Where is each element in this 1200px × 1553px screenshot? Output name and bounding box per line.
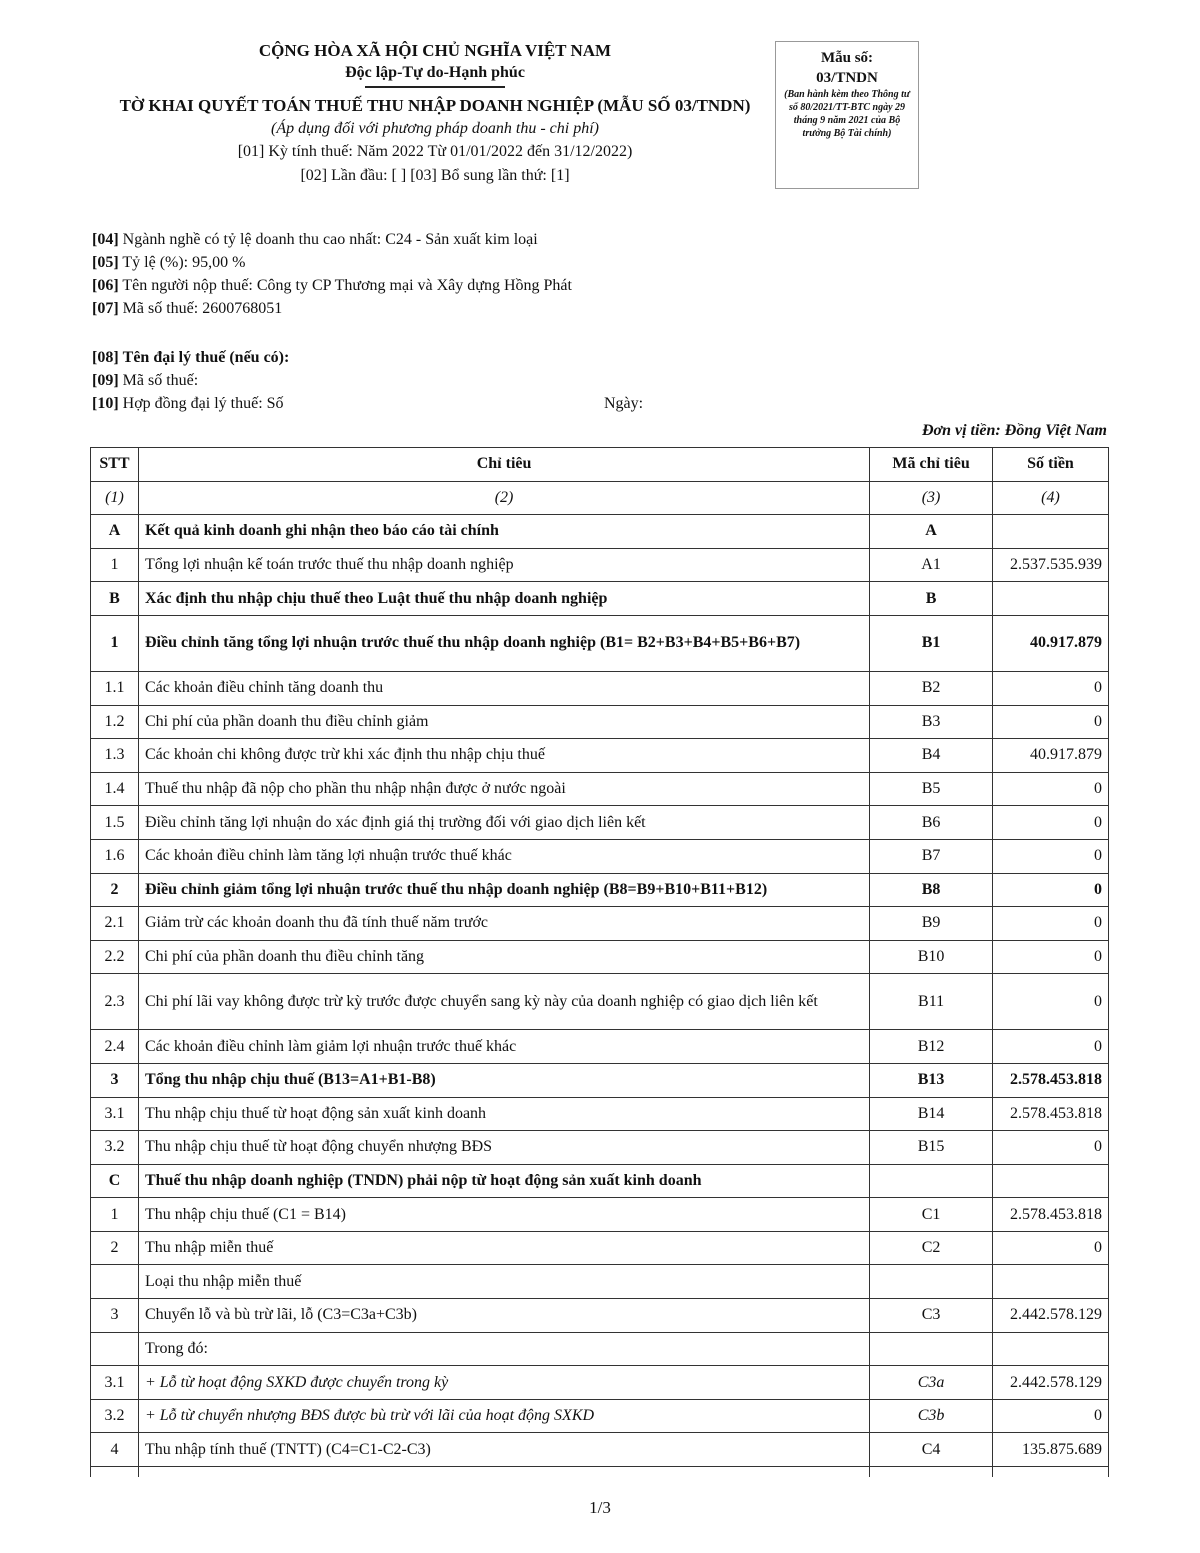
table-row: [91, 1332, 1109, 1366]
row-amount: 40.917.879: [992, 615, 1108, 671]
table-row: [91, 1198, 1109, 1232]
col-number-3: (3): [870, 481, 993, 515]
row-item-name: Điều chỉnh giảm tổng lợi nhuận trước thuế thu nhập doanh nghiệp (B8=B9+B10+B11+B12): [138, 873, 869, 907]
row-stt: 3.2: [91, 1131, 139, 1165]
table-row: [91, 839, 1109, 873]
table-row: [91, 873, 1109, 907]
row-code: B6: [870, 806, 993, 840]
currency-unit: Đơn vị tiền: Đồng Việt Nam: [921, 422, 1107, 439]
row-amount: 0: [992, 1231, 1108, 1265]
row-stt: 3.1: [91, 1366, 139, 1400]
row-code: C4: [870, 1433, 993, 1467]
row-item-name: Các khoản điều chỉnh tăng doanh thu: [138, 671, 869, 705]
continuation-cell: [138, 1467, 869, 1477]
table-row: [91, 772, 1109, 806]
row-stt: 1.6: [91, 839, 139, 873]
row-code: B12: [870, 1030, 993, 1064]
row-amount: [992, 1265, 1108, 1299]
table-row: [91, 615, 1109, 671]
national-title: CỘNG HÒA XÃ HỘI CHỦ NGHĨA VIỆT NAM: [258, 41, 612, 60]
row-amount: 0: [992, 1030, 1108, 1064]
row-amount: 2.578.453.818: [992, 1097, 1108, 1131]
row-item-name: Thuế thu nhập doanh nghiệp (TNDN) phải nộp từ hoạt động sản xuất kinh doanh: [138, 1164, 869, 1198]
national-motto: Độc lập-Tự do-Hạnh phúc: [345, 64, 525, 81]
row-item-name: Loại thu nhập miễn thuế: [138, 1265, 869, 1299]
row-amount: 2.442.578.129: [992, 1299, 1108, 1333]
row-item-name: Chuyển lỗ và bù trừ lãi, lỗ (C3=C3a+C3b): [138, 1299, 869, 1333]
col-number-1: (1): [91, 481, 139, 515]
table-row: [91, 940, 1109, 974]
table-row: [91, 907, 1109, 941]
row-amount: 0: [992, 671, 1108, 705]
row-amount: [992, 582, 1108, 616]
field-08: [08] Tên đại lý thuế (nếu có):: [92, 349, 290, 366]
row-amount: 2.578.453.818: [992, 1063, 1108, 1097]
table-row: [91, 671, 1109, 705]
row-amount: 40.917.879: [992, 739, 1108, 773]
form-subtitle: (Áp dụng đối với phương pháp doanh thu - chi phí): [271, 120, 599, 137]
form-legal-note: (Ban hành kèm theo Thông tư số 80/2021/TT-BTC ngày 29 tháng 9 năm 2021 của Bộ trưởng Bộ Tài chính): [784, 89, 910, 139]
row-code: B13: [870, 1063, 993, 1097]
col-number-4: (4): [992, 481, 1108, 515]
row-item-name: Thu nhập chịu thuế từ hoạt động chuyển nhượng BĐS: [138, 1131, 869, 1165]
row-stt: 1.5: [91, 806, 139, 840]
col-header-code: Mã chỉ tiêu: [870, 448, 993, 482]
row-item-name: Thu nhập chịu thuế từ hoạt động sản xuất kinh doanh: [138, 1097, 869, 1131]
row-amount: 0: [992, 940, 1108, 974]
field-04: [04] Ngành nghề có tỷ lệ doanh thu cao nhất: C24 - Sản xuất kim loại: [92, 231, 538, 248]
row-code: B: [870, 582, 993, 616]
row-item-name: Giảm trừ các khoản doanh thu đã tính thuế năm trước: [138, 907, 869, 941]
row-amount: 0: [992, 705, 1108, 739]
row-code: [870, 1164, 993, 1198]
row-item-name: Thu nhập tính thuế (TNTT) (C4=C1-C2-C3): [138, 1433, 869, 1467]
row-code: C3a: [870, 1366, 993, 1400]
table-row: [91, 1265, 1109, 1299]
row-amount: 2.578.453.818: [992, 1198, 1108, 1232]
row-stt: 1.2: [91, 705, 139, 739]
table-row: [91, 1433, 1109, 1467]
row-code: C3: [870, 1299, 993, 1333]
row-amount: [992, 1164, 1108, 1198]
table-row: [91, 1097, 1109, 1131]
row-amount: 0: [992, 1131, 1108, 1165]
form-header: [90, 40, 780, 188]
row-amount: 0: [992, 974, 1108, 1030]
row-stt: 2.3: [91, 974, 139, 1030]
row-stt: 2.2: [91, 940, 139, 974]
row-amount: 0: [992, 873, 1108, 907]
row-item-name: Kết quả kinh doanh ghi nhận theo báo cáo tài chính: [138, 515, 869, 549]
table-row: [91, 1299, 1109, 1333]
field-05: [05] Tỷ lệ (%): 95,00 %: [92, 254, 246, 271]
row-code: B10: [870, 940, 993, 974]
field-06: [06] Tên người nộp thuế: Công ty CP Thương mại và Xây dựng Hồng Phát: [92, 277, 572, 294]
col-header-item: Chỉ tiêu: [138, 448, 869, 482]
row-code: B8: [870, 873, 993, 907]
agent-info: [92, 346, 792, 415]
row-amount: 0: [992, 1399, 1108, 1433]
row-code: B4: [870, 739, 993, 773]
row-code: C2: [870, 1231, 993, 1265]
row-item-name: Thu nhập miễn thuế: [138, 1231, 869, 1265]
row-item-name: Các khoản điều chỉnh làm giảm lợi nhuận trước thuế khác: [138, 1030, 869, 1064]
form-title: TỜ KHAI QUYẾT TOÁN THUẾ THU NHẬP DOANH NGHIỆP (MẪU SỐ 03/TNDN): [119, 96, 751, 115]
table-row: [91, 1231, 1109, 1265]
row-item-name: Xác định thu nhập chịu thuế theo Luật thuế thu nhập doanh nghiệp: [138, 582, 869, 616]
row-item-name: Trong đó:: [138, 1332, 869, 1366]
row-amount: 2.442.578.129: [992, 1366, 1108, 1400]
col-number-2: (2): [138, 481, 869, 515]
row-item-name: + Lỗ từ hoạt động SXKD được chuyển trong kỳ: [138, 1366, 869, 1400]
row-code: [870, 1332, 993, 1366]
table-continuation: [91, 1467, 1109, 1477]
row-stt: [91, 1265, 139, 1299]
table-row: [91, 1399, 1109, 1433]
row-stt: B: [91, 582, 139, 616]
row-amount: 0: [992, 806, 1108, 840]
row-code: B7: [870, 839, 993, 873]
table-row: [91, 806, 1109, 840]
table-row: [91, 1030, 1109, 1064]
continuation-cell: [91, 1467, 139, 1477]
row-stt: 2.1: [91, 907, 139, 941]
row-amount: 0: [992, 907, 1108, 941]
column-number-row: [91, 481, 1109, 515]
row-stt: 3.2: [91, 1399, 139, 1433]
field-10: [10] Hợp đồng đại lý thuế: Số Ngày:: [92, 392, 792, 415]
row-item-name: Các khoản điều chỉnh làm tăng lợi nhuận trước thuế khác: [138, 839, 869, 873]
row-code: A1: [870, 548, 993, 582]
row-stt: A: [91, 515, 139, 549]
col-header-amount: Số tiền: [992, 448, 1108, 482]
table-row: [91, 974, 1109, 1030]
row-code: B14: [870, 1097, 993, 1131]
row-item-name: Điều chỉnh tăng tổng lợi nhuận trước thuế thu nhập doanh nghiệp (B1= B2+B3+B4+B5+B6+B7): [138, 615, 869, 671]
table-row: [91, 705, 1109, 739]
row-item-name: Các khoản chi không được trừ khi xác định thu nhập chịu thuế: [138, 739, 869, 773]
row-code: A: [870, 515, 993, 549]
field-07: [07] Mã số thuế: 2600768051: [92, 300, 283, 317]
row-stt: 1: [91, 548, 139, 582]
row-item-name: Thu nhập chịu thuế (C1 = B14): [138, 1198, 869, 1232]
row-code: B2: [870, 671, 993, 705]
row-stt: 3: [91, 1299, 139, 1333]
row-stt: 4: [91, 1433, 139, 1467]
contract-date-label: Ngày:: [604, 395, 644, 412]
row-item-name: Chi phí lãi vay không được trừ kỳ trước được chuyển sang kỳ này của doanh nghiệp có giao dịch liên kết: [138, 974, 869, 1030]
row-stt: 1.1: [91, 671, 139, 705]
row-amount: 135.875.689: [992, 1433, 1108, 1467]
row-code: B3: [870, 705, 993, 739]
row-item-name: Chi phí của phần doanh thu điều chỉnh giảm: [138, 705, 869, 739]
row-amount: 0: [992, 839, 1108, 873]
row-stt: 2: [91, 873, 139, 907]
row-stt: 1.3: [91, 739, 139, 773]
row-code: C1: [870, 1198, 993, 1232]
row-stt: 3.1: [91, 1097, 139, 1131]
table-row: [91, 1164, 1109, 1198]
form-number-code: 03/TNDN: [816, 70, 878, 86]
row-code: B11: [870, 974, 993, 1030]
table-row: [91, 1366, 1109, 1400]
row-item-name: Chi phí của phần doanh thu điều chỉnh tăng: [138, 940, 869, 974]
row-item-name: Tổng lợi nhuận kế toán trước thuế thu nhập doanh nghiệp: [138, 548, 869, 582]
row-amount: [992, 515, 1108, 549]
row-amount: [992, 1332, 1108, 1366]
tax-period: [01] Kỳ tính thuế: Năm 2022 Từ 01/01/2022 đến 31/12/2022): [237, 143, 633, 160]
row-item-name: Điều chỉnh tăng lợi nhuận do xác định giá thị trường đối với giao dịch liên kết: [138, 806, 869, 840]
form-number-label: Mẫu số:: [820, 50, 874, 66]
table-row: [91, 582, 1109, 616]
form-number-box: [775, 41, 919, 189]
header-divider: [365, 86, 505, 88]
row-item-name: Tổng thu nhập chịu thuế (B13=A1+B1-B8): [138, 1063, 869, 1097]
row-code: C3b: [870, 1399, 993, 1433]
table-row: [91, 1063, 1109, 1097]
table-row: [91, 739, 1109, 773]
row-stt: 3: [91, 1063, 139, 1097]
row-stt: [91, 1332, 139, 1366]
table-row: [91, 548, 1109, 582]
field-09: [09] Mã số thuế:: [92, 372, 199, 389]
row-item-name: Thuế thu nhập đã nộp cho phần thu nhập nhận được ở nước ngoài: [138, 772, 869, 806]
row-item-name: + Lỗ từ chuyển nhượng BĐS được bù trừ với lãi của hoạt động SXKD: [138, 1399, 869, 1433]
row-code: B15: [870, 1131, 993, 1165]
row-stt: 2.4: [91, 1030, 139, 1064]
row-code: B5: [870, 772, 993, 806]
continuation-cell: [992, 1467, 1108, 1477]
tax-settlement-table: [90, 447, 1109, 1477]
continuation-cell: [870, 1467, 993, 1477]
table-row: [91, 515, 1109, 549]
row-stt: 1: [91, 1198, 139, 1232]
table-row: [91, 1131, 1109, 1165]
filing-type: [02] Lần đầu: [ ] [03] Bổ sung lần thứ: [1]: [300, 167, 570, 184]
row-amount: 0: [992, 772, 1108, 806]
row-code: B9: [870, 907, 993, 941]
row-amount: 2.537.535.939: [992, 548, 1108, 582]
page-number: 1/3: [589, 1498, 611, 1517]
row-stt: 2: [91, 1231, 139, 1265]
row-code: [870, 1265, 993, 1299]
col-header-stt: STT: [91, 448, 139, 482]
row-stt: 1.4: [91, 772, 139, 806]
table-header-row: [91, 448, 1109, 482]
taxpayer-info: [92, 228, 572, 320]
row-stt: 1: [91, 615, 139, 671]
row-code: B1: [870, 615, 993, 671]
row-stt: C: [91, 1164, 139, 1198]
